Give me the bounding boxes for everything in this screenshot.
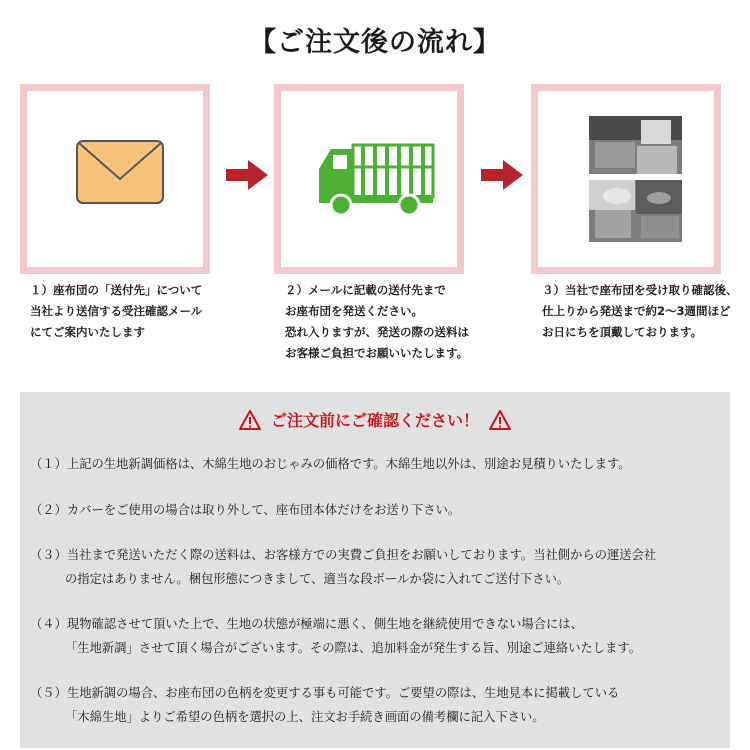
notice-item-text: 当社まで発送いただく際の送料は、お客様方での実費ご負担をお願いしております。当社側からの運送会社 (66, 548, 657, 562)
caption-line: ３）当社で座布団を受け取り確認後、 (542, 283, 738, 297)
arrow-right-icon (226, 160, 268, 190)
caption-line: ２）メールに記載の送付先まで (285, 283, 446, 297)
notice-item-text: 現物確認させて頂いた上で、生地の状態が極端に悪く、側生地を継続使用できない場合には、 (66, 617, 583, 631)
warning-icon (239, 410, 261, 430)
step-1-box (20, 84, 210, 274)
caption-line: 恐れ入りますが、発送の際の送料は (285, 325, 469, 339)
caption-line: １）座布団の「送付先」について (30, 283, 203, 297)
caption-line: 仕上りから発送まで約2〜3週間ほど (542, 304, 731, 318)
truck-icon (281, 91, 457, 267)
notice-panel (20, 392, 730, 748)
notice-item (30, 452, 631, 476)
notice-item (30, 543, 656, 591)
caption-line: お日にちを頂戴しております。 (542, 325, 703, 339)
notice-item-text: 生地新調の場合、お座布団の色柄を変更する事も可能です。ご要望の際は、生地見本に掲載している (66, 686, 620, 700)
envelope-icon (27, 91, 203, 267)
workshop-photo (589, 116, 682, 242)
notice-item (30, 612, 641, 660)
notice-item-number: （１） (30, 457, 67, 471)
notice-item-text: 「木綿生地」よりご希望の色柄を選択の上、注文お手続き画面の備考欄に記入下さい。 (65, 710, 545, 724)
step-2-box (274, 84, 464, 274)
caption-line: にてご案内いたします (30, 325, 145, 339)
notice-item (30, 498, 460, 522)
step-2-caption (285, 280, 469, 364)
notice-item-text: の指定はありません。梱包形態につきまして、適当な段ボールか袋に入れてご送付下さい。 (65, 572, 570, 586)
caption-line: 当社より送信する受注確認メール (30, 304, 203, 318)
warning-icon (489, 410, 511, 430)
page-title: 【ご注文後の流れ】 (249, 27, 501, 58)
caption-line: お客様ご負担でお願いいたします。 (285, 346, 469, 360)
caption-line: お座布団を発送ください。 (285, 304, 423, 318)
notice-item-number: （２） (30, 503, 67, 517)
step-3-box (531, 84, 721, 274)
notice-title: ご注文前にご確認ください！ (270, 411, 479, 430)
notice-item-number: （５） (30, 686, 67, 700)
notice-item (30, 681, 619, 729)
notice-item-number: （３） (30, 548, 67, 562)
step-3-caption (542, 280, 738, 343)
notice-header (20, 408, 730, 431)
notice-item-number: （４） (30, 617, 67, 631)
arrow-right-icon (481, 160, 523, 190)
notice-item-text: カバーをご使用の場合は取り外して、座布団本体だけをお送り下さい。 (66, 503, 461, 517)
notice-item-text: 上記の生地新調価格は、木綿生地のおじゃみの価格です。木綿生地以外は、別途お見積りいたします。 (66, 457, 631, 471)
notice-item-text: 「生地新調」させて頂く場合がございます。その際は、追加料金が発生する旨、別途ご連絡いたします。 (65, 641, 641, 655)
step-1-caption (30, 280, 202, 343)
